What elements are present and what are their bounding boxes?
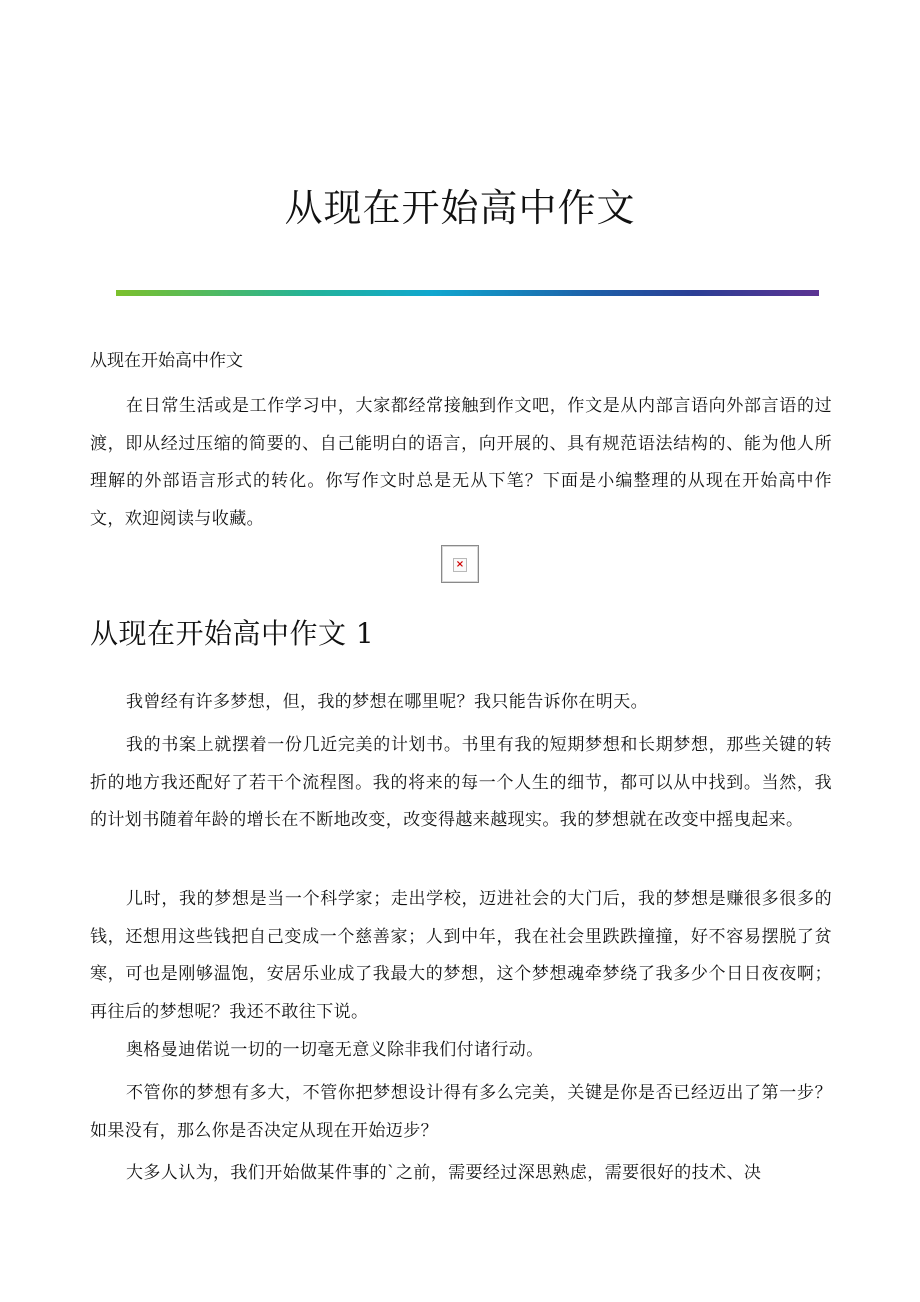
body-paragraph: 不管你的梦想有多大，不管你把梦想设计得有多么完美，关键是你是否已经迈出了第一步？如果没有，那么你是否决定从现在开始迈步？ [90,1083,832,1141]
body-paragraph: 奥格曼迪偌说一切的一切毫无意义除非我们付诸行动。 [126,1040,544,1060]
document-subtitle: 从现在开始高中作文 [90,351,243,371]
body-paragraph: 我曾经有许多梦想，但，我的梦想在哪里呢？我只能告诉你在明天。 [126,692,648,712]
body-paragraph: 儿时，我的梦想是当一个科学家；走出学校，迈进社会的大门后，我的梦想是赚很多很多的钱，还想用这些钱把自己变成一个慈善家；人到中年，我在社会里跌跌撞撞，好不容易摆脱了贫寒，可也是刚够温饱，安居乐业成了我最大的梦想，这个梦想魂牵梦绕了我多少个日日夜夜啊；再往后的梦想呢？我还不敢往下说。 [90,889,832,1022]
intro-paragraph: 在日常生活或是工作学习中，大家都经常接触到作文吧，作文是从内部言语向外部言语的过渡，即从经过压缩的简要的、自己能明白的语言，向开展的、具有规范语法结构的、能为他人所理解的外部语言形式的转化。你写作文时总是无从下笔？下面是小编整理的从现在开始高中作文，欢迎阅读与收藏。 [90,396,832,529]
image-error-mark: × [453,558,467,572]
body-paragraph: 我的书案上就摆着一份几近完美的计划书。书里有我的短期梦想和长期梦想，那些关键的转折的地方我还配好了若干个流程图。我的将来的每一个人生的细节，都可以从中找到。当然，我的计划书随着年龄的增长在不断地改变，改变得越来越现实。我的梦想就在改变中摇曳起来。 [90,735,832,830]
title-divider [116,290,819,296]
document-title: 从现在开始高中作文 [284,186,636,230]
section-heading: 从现在开始高中作文 1 [90,617,375,650]
broken-image-icon [441,545,479,583]
body-paragraph: 大多人认为，我们开始做某件事的`之前，需要经过深思熟虑，需要很好的技术、决 [126,1163,762,1183]
